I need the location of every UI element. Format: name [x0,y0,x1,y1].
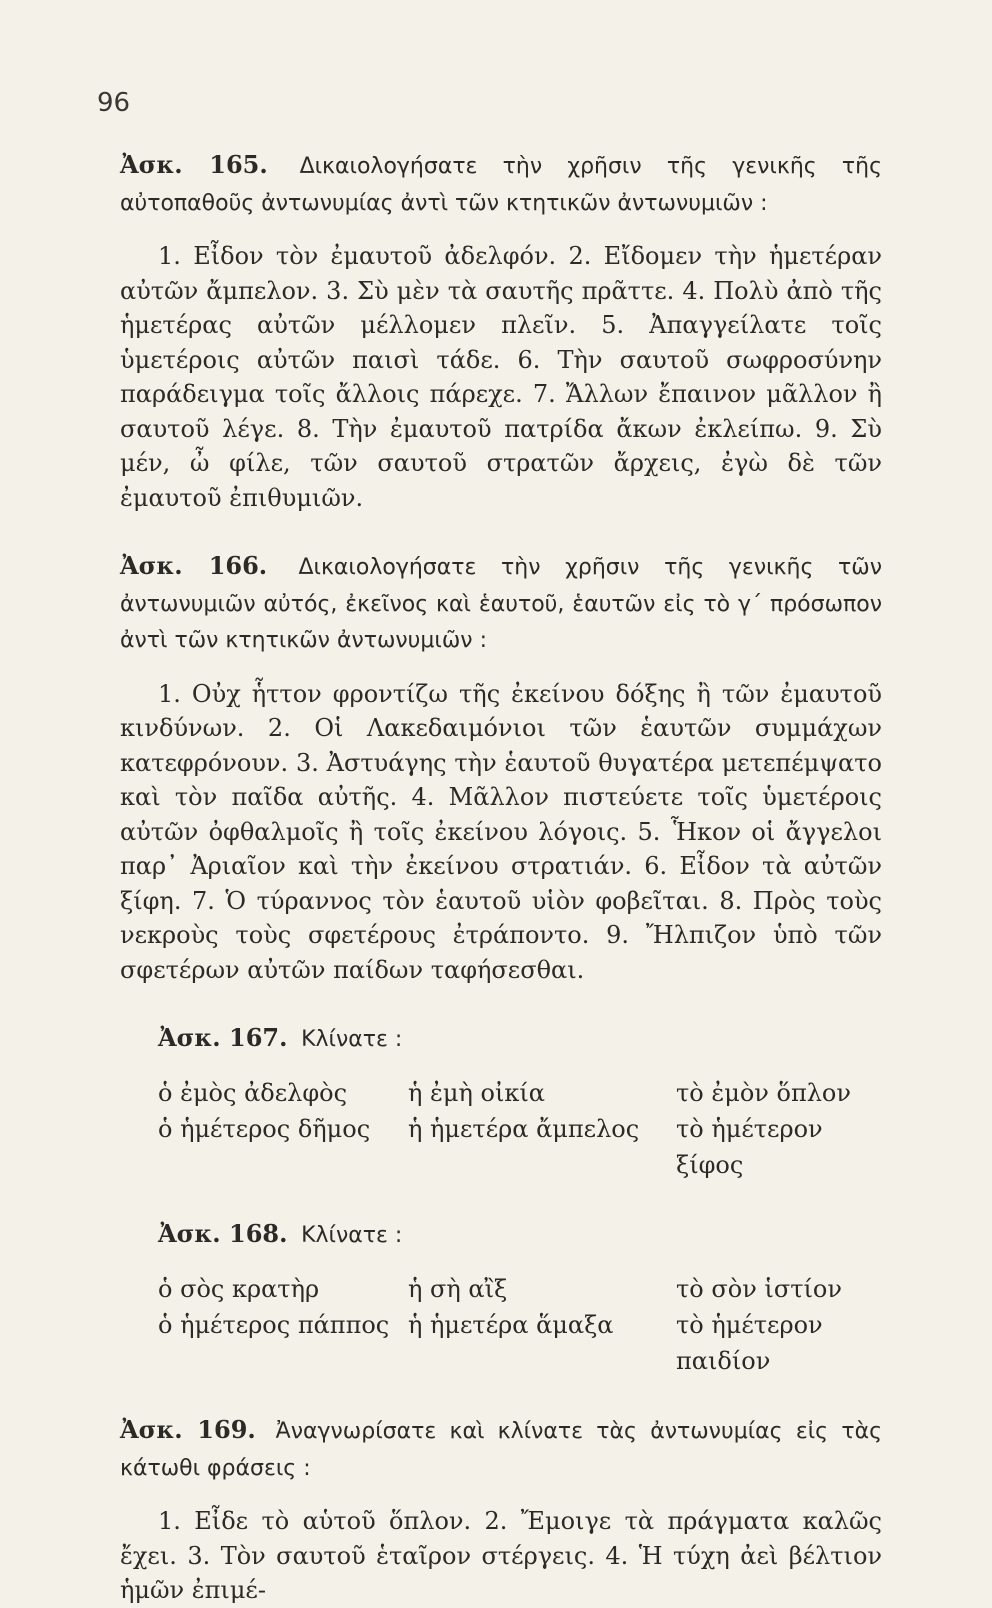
declension-item: ὁ ἡμέτερος δῆμος [158,1115,371,1143]
exercise-169-text: 1. Εἶδε τὸ αὑτοῦ ὅπλον. 2. Ἔμοιγε τὰ πράγματα καλῶς ἔχει. 3. Τὸν σαυτοῦ ἑταῖρον στέργεις. 4. Ἡ τύχη ἀεὶ βέλτιον ἡμῶν ἐπιμέ- [120,1507,882,1604]
exercise-166-heading [120,549,882,659]
exercise-165-instruction: Δικαιολογήσατε τὴν χρῆσιν τῆς γενικῆς τῆς αὐτοπαθοῦς ἀντωνυμίας ἀντὶ τῶν κτητικῶν ἀντωνυμιῶν : [120,154,882,216]
declension-item: ὁ ἐμὸς ἀδελφὸς [158,1079,348,1107]
exercise-168-label: Ἀσκ. 168. [158,1219,288,1248]
exercise-165-label: Ἀσκ. 165. [120,150,268,179]
exercise-167-instruction: Κλίνατε : [301,1027,403,1052]
declension-item: τὸ ἡμέτερον ξίφος [676,1115,823,1179]
declension-item: ἡ ἡμετέρα ἅμαξα [408,1311,614,1339]
exercise-169-label: Ἀσκ. 169. [120,1415,256,1444]
exercise-165-heading [120,148,882,221]
exercise-166-text: 1. Οὐχ ἧττον φροντίζω τῆς ἐκείνου δόξης ἢ τῶν ἐμαυτοῦ κινδύνων. 2. Οἱ Λακεδαιμόνιοι τῶν ἑαυτῶν συμμάχων κατεφρόνουν. 3. Ἀστυάγης τὴν ἑαυτοῦ θυγατέρα μετεπέμψατο καὶ τὸν παῖδα αὐτῆς. 4. Μᾶλλον πιστεύετε τοῖς ὑμετέροις αὐτῶν ὀφθαλμοῖς ἢ τοῖς ἐκείνου λόγοις. 5. Ἧκον οἱ ἄγγελοι παρ᾽ Ἀριαῖον καὶ τὴν ἐκείνου στρατιάν. 6. Εἶδον τὰ αὐτῶν ξίφη. 7. Ὁ τύραννος τὸν ἑαυτοῦ υἱὸν φοβεῖται. 8. Πρὸς τοὺς νεκροὺς τοὺς σφετέρους ἐτράποντο. 9. Ἤλπιζον ὑπὸ τῶν σφετέρων αὐτῶν παίδων ταφήσεσθαι. [120,679,882,984]
exercise-167-heading [120,1021,882,1057]
exercise-166-label: Ἀσκ. 166. [120,551,268,580]
exercise-168-row [120,1271,882,1307]
exercise-169-instruction: Ἀναγνωρίσατε καὶ κλίνατε τὰς ἀντωνυμίας εἰς τὰς κάτωθι φράσεις : [120,1419,882,1481]
exercise-169-heading [120,1413,882,1486]
declension-item: ἡ ἡμετέρα ἄμπελος [408,1115,640,1143]
exercise-167-row [120,1075,882,1111]
exercise-167-row [120,1111,882,1183]
declension-item: τὸ σὸν ἱστίον [676,1275,842,1303]
exercise-168-heading [120,1217,882,1253]
declension-item: ἡ ἐμὴ οἰκία [408,1079,545,1107]
exercise-168-instruction: Κλίνατε : [301,1223,403,1248]
exercise-168-row [120,1307,882,1379]
declension-item: τὸ ἐμὸν ὅπλον [676,1079,851,1107]
exercise-166-instruction: Δικαιολογήσατε τὴν χρῆσιν τῆς γενικῆς τῶν ἀντωνυμιῶν αὐτός, ἐκεῖνος καὶ ἑαυτοῦ, ἑαυτῶν εἰς τὸ γ΄ πρόσωπον ἀντὶ τῶν κτητικῶν ἀντωνυμιῶν : [120,555,883,653]
exercise-165-text: 1. Εἶδον τὸν ἐμαυτοῦ ἀδελφόν. 2. Εἴδομεν τὴν ἡμετέραν αὐτῶν ἄμπελον. 3. Σὺ μὲν τὰ σαυτῆς πρᾶττε. 4. Πολὺ ἀπὸ τῆς ἡμετέρας αὐτῶν μέλλομεν πλεῖν. 5. Ἀπαγγείλατε τοῖς ὑμετέροις αὐτῶν παισὶ τάδε. 6. Τὴν σαυτοῦ σωφροσύνην παράδειγμα τοῖς ἄλλοις πάρεχε. 7. Ἄλλων ἔπαινον μᾶλλον ἢ σαυτοῦ λέγε. 8. Τὴν ἐμαυτοῦ πατρίδα ἄκων ἐκλείπω. 9. Σὺ μέν, ὦ φίλε, τῶν σαυτοῦ στρατῶν ἄρχεις, ἐγὼ δὲ τῶν ἐμαυτοῦ ἐπιθυμιῶν. [120,242,882,512]
page-number: 96 [97,88,131,118]
declension-item: ἡ σὴ αἲξ [408,1275,508,1303]
declension-item: τὸ ἡμέτερον παιδίον [676,1311,823,1375]
exercise-167-label: Ἀσκ. 167. [158,1023,288,1052]
page-content [120,148,882,1608]
declension-item: ὁ σὸς κρατὴρ [158,1275,320,1303]
declension-item: ὁ ἡμέτερος πάππος [158,1311,390,1339]
